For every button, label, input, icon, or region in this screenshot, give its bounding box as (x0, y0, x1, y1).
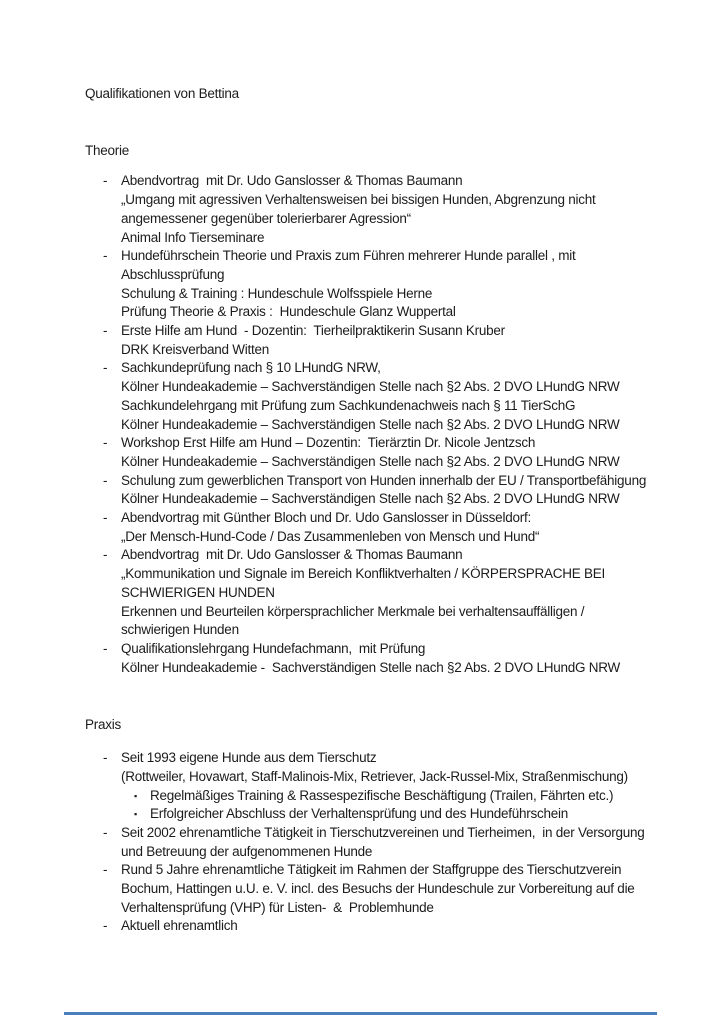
item-line: Kölner Hundeakademie - Sachverständigen Stelle nach §2 Abs. 2 DVO LHundG NRW (121, 659, 621, 675)
bullet-list (85, 172, 724, 677)
item-line: Verhaltensprüfung (VHP) für Listen- & Problemhunde (121, 899, 434, 915)
item-line: „Kommunikation und Signale im Bereich Konfliktverhalten / KÖRPERSPRACHE BEI (121, 566, 605, 582)
bullet-list (85, 749, 724, 936)
dash-bullet-marker: - (103, 435, 108, 451)
list-item (85, 824, 724, 861)
dash-bullet-marker: - (103, 640, 108, 656)
list-item (85, 805, 724, 824)
dash-bullet-marker: - (103, 824, 108, 840)
dash-bullet-marker: - (103, 510, 108, 526)
list-item (85, 434, 724, 471)
item-line: schwierigen Hunden (121, 622, 239, 638)
item-line: Bochum, Hattingen u.U. e. V. incl. des Besuchs der Hundeschule zur Vorbereitung auf die (121, 881, 635, 897)
item-line: Schulung zum gewerblichen Transport von Hunden innerhalb der EU / Transportbefähigung (121, 472, 647, 488)
footer-accent-rule (64, 1012, 657, 1015)
list-item (85, 749, 724, 786)
item-line: „Umgang mit agressiven Verhaltensweisen bei bissigen Hunden, Abgrenzung nicht (121, 192, 596, 208)
dash-bullet-marker: - (103, 918, 108, 934)
item-line: Prüfung Theorie & Praxis : Hundeschule Glanz Wuppertal (121, 304, 456, 320)
item-line: Kölner Hundeakademie – Sachverständigen Stelle nach §2 Abs. 2 DVO LHundG NRW (121, 453, 620, 469)
item-line: angemessener gegenüber tolerierbarer Agression“ (121, 210, 411, 226)
item-line: Seit 2002 ehrenamtliche Tätigkeit in Tierschutzvereinen und Tierheimen, in der Versorgung (121, 824, 645, 840)
list-item (85, 247, 724, 322)
square-bullet-marker: ▪ (134, 809, 137, 820)
item-line: Seit 1993 eigene Hunde aus dem Tierschutz (121, 750, 377, 766)
item-line: Erfolgreicher Abschluss der Verhaltensprüfung und des Hundeführschein (150, 806, 569, 822)
square-bullet-marker: ▪ (134, 790, 137, 801)
section-heading: Praxis (85, 717, 122, 733)
dash-bullet-marker: - (103, 173, 108, 189)
item-line: Abendvortrag mit Dr. Udo Ganslosser & Thomas Baumann (121, 547, 463, 563)
list-item (85, 917, 724, 936)
dash-bullet-marker: - (103, 323, 108, 339)
item-line: Sachkundelehrgang mit Prüfung zum Sachkundenachweis nach § 11 TierSchG (121, 397, 576, 413)
item-line: Hundeführschein Theorie und Praxis zum Führen mehrerer Hunde parallel , mit (121, 248, 576, 264)
section (85, 716, 724, 936)
item-line: Erkennen und Beurteilen körpersprachlicher Merkmale bei verhaltensauffälligen / (121, 603, 585, 619)
dash-bullet-marker: - (103, 360, 108, 376)
item-line: Schulung & Training : Hundeschule Wolfsspiele Herne (121, 285, 433, 301)
item-line: Qualifikationslehrgang Hundefachmann, mit Prüfung (121, 640, 426, 656)
item-line: Abschlussprüfung (121, 266, 225, 282)
page-title: Qualifikationen von Bettina (85, 86, 239, 101)
item-line: Sachkundeprüfung nach § 10 LHundG NRW, (121, 360, 381, 376)
item-line: Workshop Erst Hilfe am Hund – Dozentin: Tierärztin Dr. Nicole Jentzsch (121, 435, 536, 451)
dash-bullet-marker: - (103, 862, 108, 878)
dash-bullet-marker: - (103, 472, 108, 488)
item-line: Erste Hilfe am Hund - Dozentin: Tierheilpraktikerin Susann Kruber (121, 323, 505, 339)
dash-bullet-marker: - (103, 547, 108, 563)
list-item (85, 546, 724, 640)
list-item (85, 472, 724, 509)
section (85, 142, 724, 678)
list-item (85, 322, 724, 359)
item-line: Regelmäßiges Training & Rassespezifische Beschäftigung (Trailen, Fährten etc.) (150, 787, 614, 803)
list-item (85, 640, 724, 677)
item-line: Kölner Hundeakademie – Sachverständigen Stelle nach §2 Abs. 2 DVO LHundG NRW (121, 491, 620, 507)
item-line: Aktuell ehrenamtlich (121, 918, 238, 934)
item-line: und Betreuung der aufgenommenen Hunde (121, 843, 373, 859)
sections (85, 142, 724, 936)
list-item (85, 787, 724, 806)
list-item (85, 861, 724, 917)
list-item (85, 359, 724, 434)
list-item (85, 172, 724, 247)
item-line: Rund 5 Jahre ehrenamtliche Tätigkeit im Rahmen der Staffgruppe des Tierschutzverein (121, 862, 622, 878)
item-line: Kölner Hundeakademie – Sachverständigen Stelle nach §2 Abs. 2 DVO LHundG NRW (121, 379, 620, 395)
item-line: (Rottweiler, Hovawart, Staff-Malinois-Mix, Retriever, Jack-Russel-Mix, Straßenmischung) (121, 768, 628, 784)
item-line: Abendvortrag mit Günther Bloch und Dr. Udo Ganslosser in Düsseldorf: (121, 510, 531, 526)
item-line: Animal Info Tierseminare (121, 229, 265, 245)
list-item (85, 509, 724, 546)
item-line: Abendvortrag mit Dr. Udo Ganslosser & Thomas Baumann (121, 173, 463, 189)
dash-bullet-marker: - (103, 248, 108, 264)
dash-bullet-marker: - (103, 750, 108, 766)
section-heading: Theorie (85, 142, 130, 158)
item-line: SCHWIERIGEN HUNDEN (121, 584, 275, 600)
item-line: Kölner Hundeakademie – Sachverständigen Stelle nach §2 Abs. 2 DVO LHundG NRW (121, 416, 620, 432)
item-line: „Der Mensch-Hund-Code / Das Zusammenleben von Mensch und Hund“ (121, 528, 540, 544)
item-line: DRK Kreisverband Witten (121, 341, 270, 357)
